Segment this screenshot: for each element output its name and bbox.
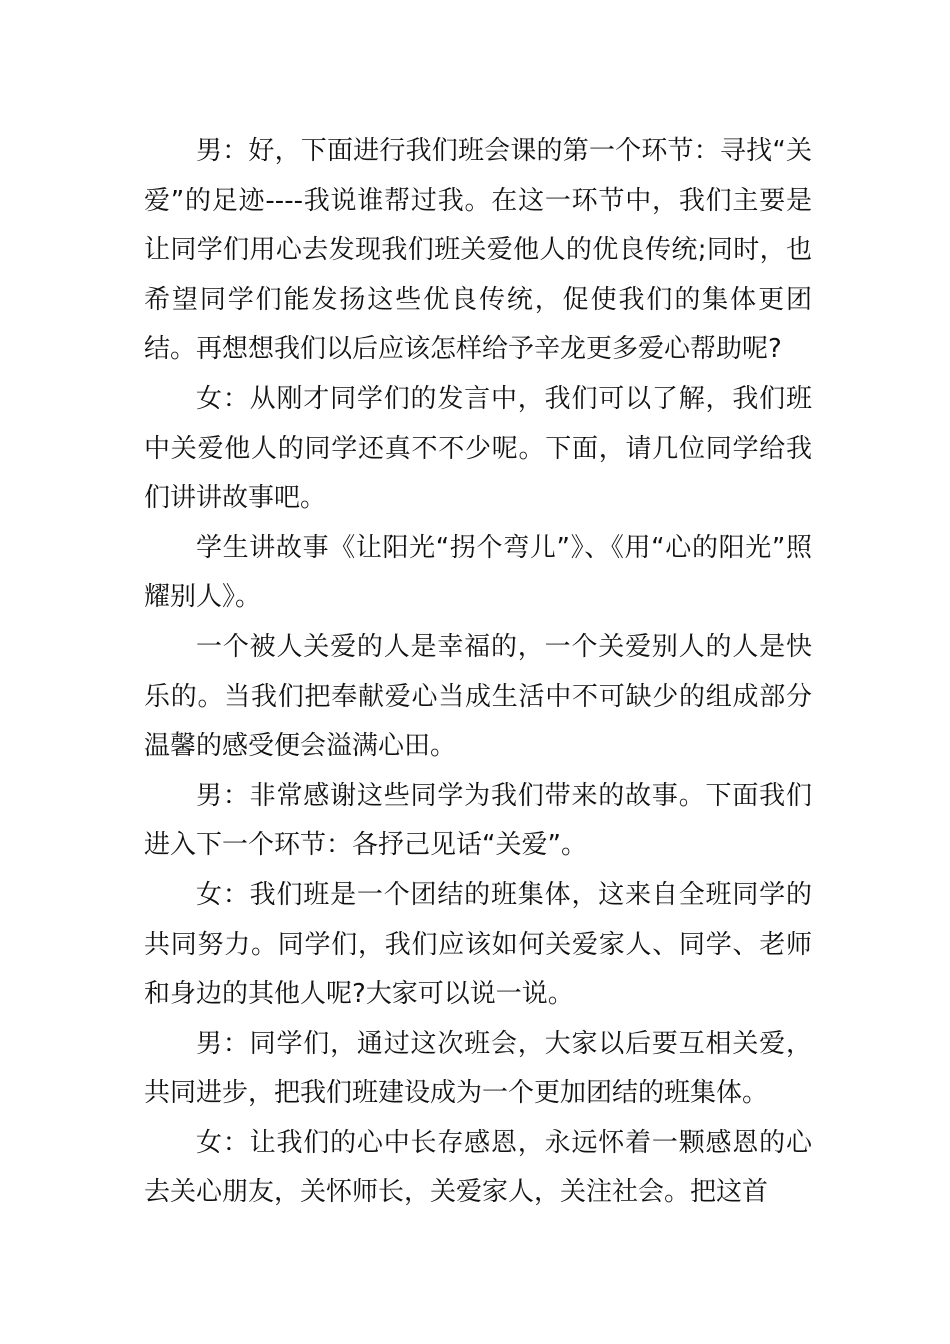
paragraph: 男：好，下面进行我们班会课的第一个环节：寻找“关爱”的足迹----我说谁帮过我。在这一环节中，我们主要是让同学们用心去发现我们班关爱他人的优良传统;同时，也希望同学们能发扬这些优良传统，促使我们的集体更团结。再想想我们以后应该怎样给予辛龙更多爱心帮助呢? xyxy=(144,136,812,365)
paragraph: 学生讲故事《让阳光“拐个弯儿”》、《用“心的阳光”照耀别人》。 xyxy=(144,532,812,613)
paragraph: 女：从刚才同学们的发言中，我们可以了解，我们班中关爱他人的同学还真不不少呢。下面，请几位同学给我们讲讲故事吧。 xyxy=(144,383,812,514)
document-body xyxy=(144,127,812,1218)
paragraph: 女：让我们的心中长存感恩，永远怀着一颗感恩的心去关心朋友，关怀师长，关爱家人，关注社会。把这首 xyxy=(144,1127,812,1208)
paragraph: 一个被人关爱的人是幸福的，一个关爱别人的人是快乐的。当我们把奉献爱心当成生活中不可缺少的组成部分温馨的感受便会溢满心田。 xyxy=(144,631,812,762)
paragraph: 男：非常感谢这些同学为我们带来的故事。下面我们进入下一个环节：各抒己见话“关爱”。 xyxy=(144,780,812,861)
paragraph: 男：同学们，通过这次班会，大家以后要互相关爱，共同进步，把我们班建设成为一个更加团结的班集体。 xyxy=(144,1028,812,1109)
paragraph: 女：我们班是一个团结的班集体，这来自全班同学的共同努力。同学们，我们应该如何关爱家人、同学、老师和身边的其他人呢?大家可以说一说。 xyxy=(144,879,812,1010)
